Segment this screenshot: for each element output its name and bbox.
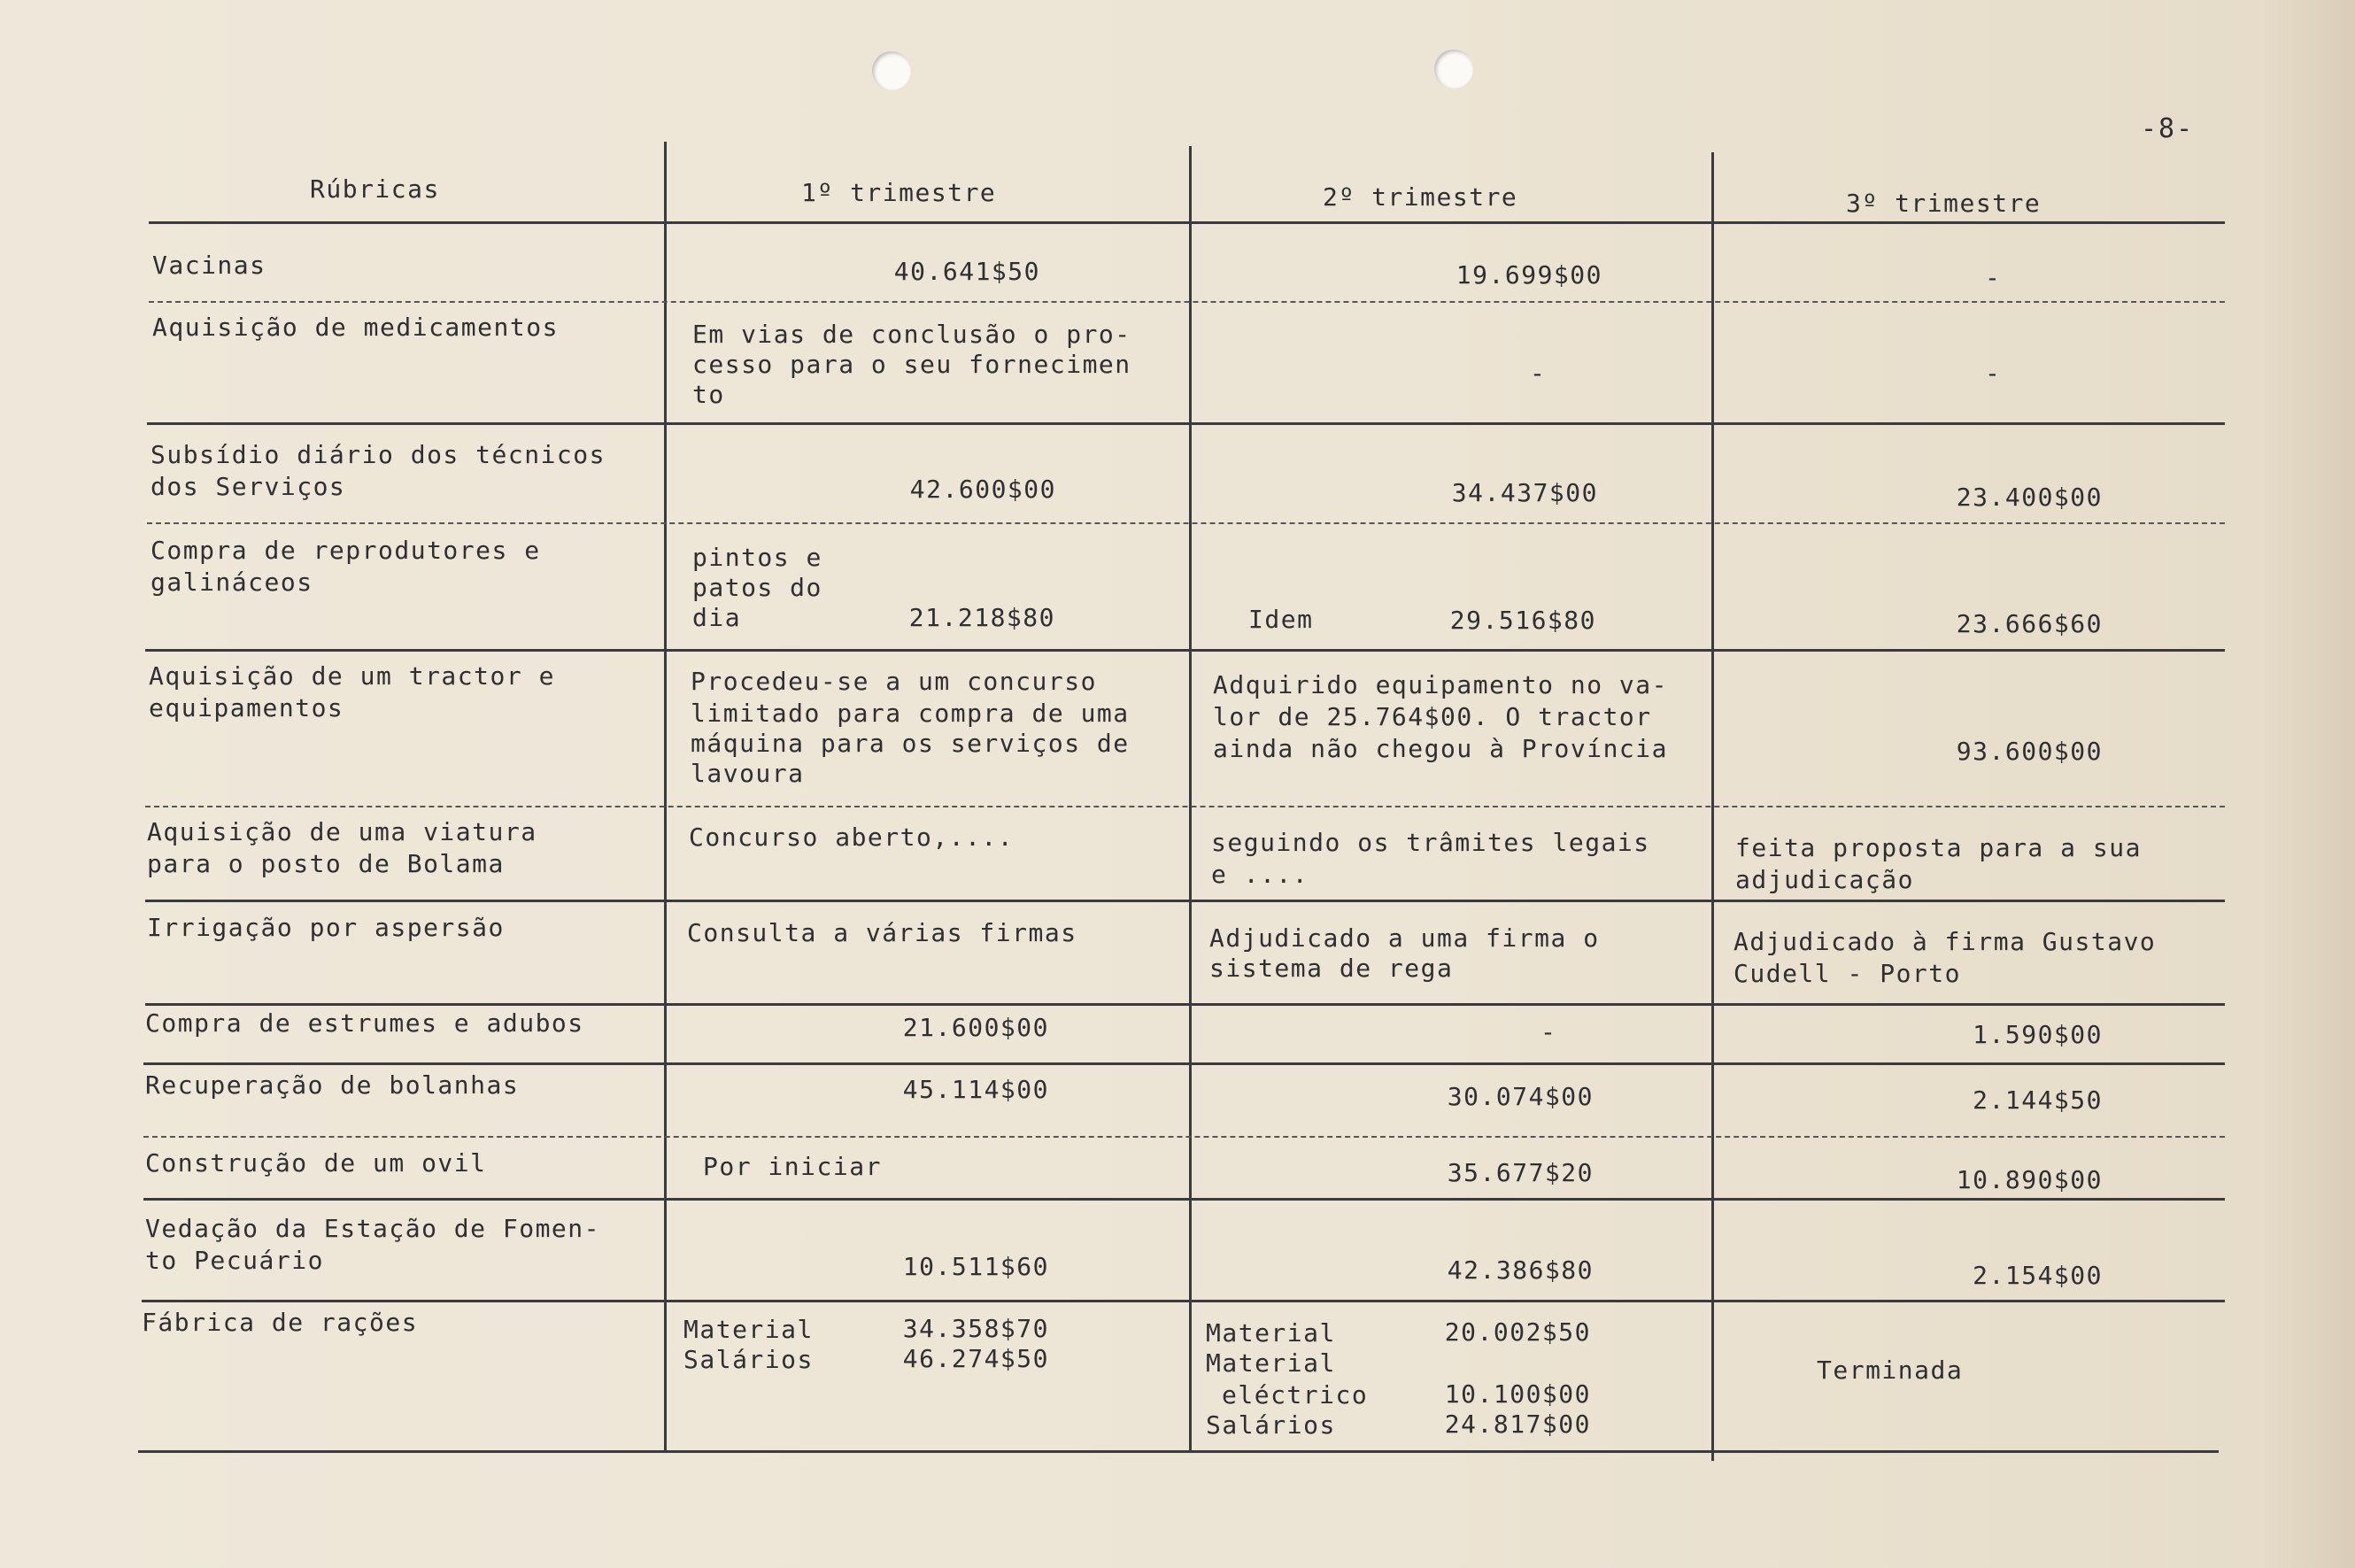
row-rule <box>145 1003 2225 1006</box>
q1-note-line: patos do <box>692 573 822 602</box>
q2-note-line: Adquirido equipamento no va- <box>1213 670 1669 699</box>
row-label: Fábrica de rações <box>142 1308 419 1337</box>
q1-note-line: dia <box>692 603 742 632</box>
q3-amount: 2.154$00 <box>1973 1261 2103 1290</box>
row-label: Aquisição de medicamentos <box>152 313 559 342</box>
binder-hole-right <box>1434 50 1473 89</box>
q3-note-line: Cudell - Porto <box>1733 959 1962 988</box>
q3-amount: 1.590$00 <box>1973 1020 2103 1049</box>
q3-amount: 2.144$50 <box>1973 1085 2103 1115</box>
q1-item-amount: 46.274$50 <box>902 1344 1049 1373</box>
row-rule <box>143 1136 2225 1138</box>
header-rule <box>149 221 2225 224</box>
row-rule <box>145 806 2225 807</box>
q1-amount: 21.600$00 <box>902 1013 1049 1042</box>
row-label: para o posto de Bolama <box>147 849 505 878</box>
header-q1: 1º trimestre <box>801 178 997 207</box>
q2-amount: 19.699$00 <box>1455 260 1602 290</box>
row-label: Aquisição de um tractor e <box>149 661 555 691</box>
q2-note: Idem <box>1248 605 1314 634</box>
q2-amount: 30.074$00 <box>1447 1082 1594 1111</box>
q2-amount: 42.386$80 <box>1447 1255 1594 1285</box>
q1-note: Por iniciar <box>703 1152 882 1181</box>
q2-dash: - <box>1530 359 1547 388</box>
header-q3: 3º trimestre <box>1846 189 2042 218</box>
row-label: Compra de reprodutores e <box>151 536 541 565</box>
row-label: Compra de estrumes e adubos <box>145 1008 584 1038</box>
q1-note-line: máquina para os serviços de <box>691 729 1130 758</box>
q3-status: Terminada <box>1817 1356 1964 1385</box>
row-rule <box>147 422 2225 425</box>
row-rule <box>147 522 2225 524</box>
q1-amount: 21.218$80 <box>908 603 1055 632</box>
row-label: Subsídio diário dos técnicos <box>151 440 606 469</box>
q1-item-name: Material <box>683 1315 814 1344</box>
row-label: Irrigação por aspersão <box>147 913 505 942</box>
row-rule <box>143 1198 2225 1201</box>
column-divider-1 <box>664 142 667 1452</box>
row-label: dos Serviços <box>151 472 346 501</box>
q1-note: Concurso aberto,.... <box>689 823 1015 852</box>
q3-dash: - <box>1985 263 2002 292</box>
q2-item-amount: 10.100$00 <box>1444 1379 1591 1409</box>
column-divider-2 <box>1189 146 1192 1452</box>
q2-dash: - <box>1540 1017 1557 1047</box>
binder-hole-left <box>872 51 911 90</box>
q1-amount: 45.114$00 <box>902 1075 1049 1104</box>
row-label: equipamentos <box>149 693 344 722</box>
q2-amount: 35.677$20 <box>1447 1158 1594 1187</box>
q3-note-line: Adjudicado à firma Gustavo <box>1733 927 2157 956</box>
q3-amount: 23.666$60 <box>1956 609 2103 638</box>
q2-item-amount: 20.002$50 <box>1444 1317 1591 1347</box>
header-q2: 2º trimestre <box>1323 182 1518 212</box>
q2-amount: 29.516$80 <box>1449 606 1596 635</box>
header-rubricas: Rúbricas <box>310 174 440 204</box>
q1-note-line: pintos e <box>692 543 822 572</box>
q3-dash: - <box>1985 359 2002 388</box>
q1-amount: 42.600$00 <box>909 475 1056 504</box>
q3-note-line: adjudicação <box>1735 865 1914 894</box>
row-rule <box>143 1062 2225 1065</box>
q2-note-line: ainda não chegou à Província <box>1213 734 1669 763</box>
q3-note-line: feita proposta para a sua <box>1735 833 2142 862</box>
q2-item-name: Material <box>1206 1348 1336 1378</box>
row-rule <box>149 301 2225 303</box>
q2-item-name: Material <box>1206 1318 1336 1348</box>
row-rule <box>145 649 2225 652</box>
q1-note-line: to <box>692 380 725 409</box>
q1-note-line: Em vias de conclusão o pro- <box>692 320 1131 349</box>
q3-amount: 10.890$00 <box>1956 1165 2103 1194</box>
row-label: Vacinas <box>152 251 266 280</box>
q1-note: Consulta a várias firmas <box>687 918 1077 947</box>
page-number: -8- <box>2141 113 2195 144</box>
q1-note-line: Procedeu-se a um concurso <box>691 667 1097 696</box>
q1-note-line: limitado para compra de uma <box>691 699 1130 728</box>
q1-item-name: Salários <box>683 1345 814 1374</box>
q3-amount: 93.600$00 <box>1956 737 2103 766</box>
row-rule <box>145 900 2225 902</box>
q1-item-amount: 34.358$70 <box>902 1314 1049 1343</box>
q2-item-name: eléctrico <box>1222 1380 1369 1410</box>
q2-amount: 34.437$00 <box>1451 478 1598 507</box>
row-label: to Pecuário <box>145 1246 324 1275</box>
q1-note-line: lavoura <box>691 759 805 788</box>
row-label: Vedação da Estação de Fomen- <box>145 1214 601 1243</box>
q2-item-amount: 24.817$00 <box>1444 1410 1591 1439</box>
q2-item-name: Salários <box>1206 1410 1336 1440</box>
row-label: Recuperação de bolanhas <box>145 1070 520 1100</box>
q1-amount: 10.511$60 <box>902 1252 1049 1281</box>
q3-amount: 23.400$00 <box>1956 483 2103 512</box>
row-label: galináceos <box>151 568 313 597</box>
row-label: Construção de um ovil <box>145 1148 487 1178</box>
q2-note-line: lor de 25.764$00. O tractor <box>1213 702 1652 731</box>
table-bottom-rule <box>138 1450 2219 1453</box>
q2-note-line: e .... <box>1211 860 1309 889</box>
q2-note-line: seguindo os trâmites legais <box>1211 828 1650 857</box>
row-label: Aquisição de uma viatura <box>147 817 537 846</box>
q2-note-line: Adjudicado a uma firma o <box>1209 923 1600 953</box>
row-rule <box>142 1300 2225 1302</box>
q1-note-line: cesso para o seu fornecimen <box>692 350 1131 379</box>
q2-note-line: sistema de rega <box>1209 954 1454 983</box>
q1-amount: 40.641$50 <box>893 257 1040 286</box>
